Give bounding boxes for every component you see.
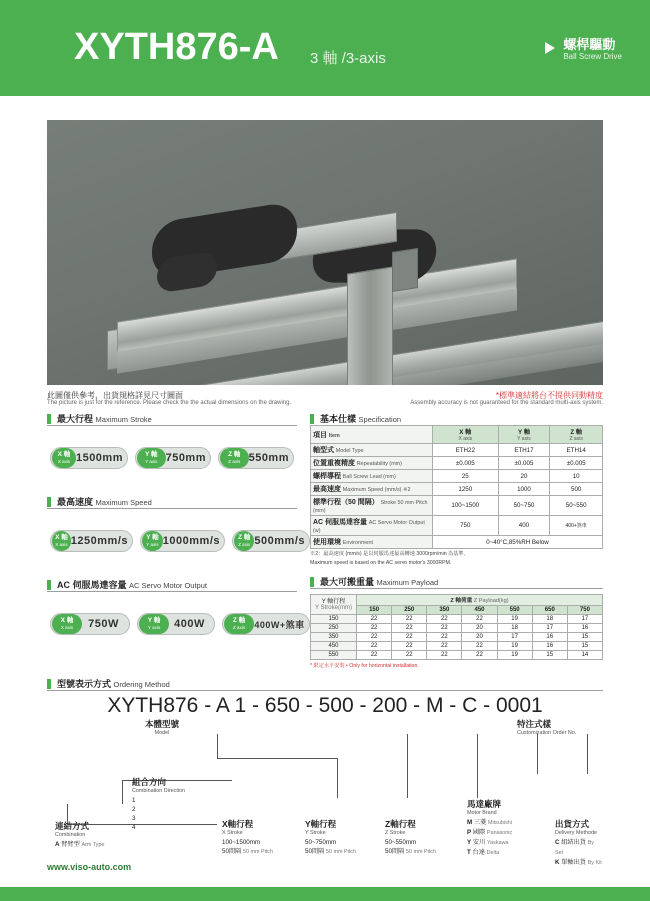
specification-table-wrap	[310, 425, 603, 567]
payload-note: * 限定水平安裝 • Only for horizontal installation.	[310, 663, 419, 669]
section-motor-output-cn: AC 伺服馬達容量	[57, 580, 127, 590]
legend-delivery-method: 出貨方式 Delivery Methode C 組結出貨 By Set K 單軸出貨 By Kit	[555, 819, 602, 866]
max-speed-x-value: 1250mm/s	[70, 535, 128, 547]
payload-table-wrap	[310, 594, 603, 669]
drive-type-label-cn: 螺桿驅動	[563, 37, 616, 52]
legend-z-stroke: Z軸行程 Z Stroke 50~550mm 50間隔 50 mm Pitch	[385, 819, 436, 855]
max-stroke-y	[135, 447, 211, 469]
table-row: 350 22 22 22 20 17 16 15	[311, 633, 603, 642]
spec-note-2: Maximum speed is based on the AC servo motor's 3000RPM.	[310, 560, 452, 566]
section-max-stroke-en: Maximum Stroke	[95, 415, 152, 424]
section-max-speed-cn: 最高速度	[57, 497, 94, 507]
table-header-row	[311, 595, 603, 606]
assembly-note-en: Assembly accuracy is not guaranteed for the standard multi-axis system.	[410, 400, 603, 406]
table-header-row	[311, 426, 603, 444]
axis-badge-x: X 軸 X axis	[52, 614, 82, 634]
play-triangle-icon	[545, 42, 555, 54]
motor-output-y	[137, 613, 215, 635]
legend-combination-direction: 組合方向 Combination Direction 1 2 3 4	[132, 777, 186, 831]
axis-badge-z: Z 軸 Z axis	[234, 531, 254, 551]
assembly-note-cn: *標準適結將台不提供同動精度	[495, 391, 603, 400]
motor-output-y-value: 400W	[174, 618, 205, 630]
table-row: 使用環境 Environment 0~40°C,85%RH Below	[311, 536, 603, 549]
legend-motor-brand: 馬達廠牌 Motor Brand M 三菱 Mitsubishi P 國際 Panasonic Y 安川 Yaskawa T 台達 Delta	[467, 799, 513, 856]
axis-badge-x: X 軸 X axis	[52, 448, 76, 468]
legend-combination: 連結方式 Combination A 臂臂型 Arm Type	[55, 821, 105, 848]
max-stroke-x-value: 1500mm	[75, 452, 123, 464]
max-speed-y	[140, 530, 225, 552]
section-payload-cn: 最大可搬重量	[320, 577, 375, 587]
spec-col-z: Z 軸 Z axis	[550, 426, 603, 444]
section-motor-output	[47, 578, 207, 592]
max-speed-z	[232, 530, 310, 552]
table-row: 550 22 22 22 22 19 15 14	[311, 651, 603, 660]
section-spec-en: Specification	[358, 415, 402, 424]
spec-col-item: 項目 Item	[311, 426, 433, 444]
ordering-diagram	[47, 672, 603, 866]
drive-type-badge	[563, 38, 622, 62]
legend-body-model: 本體型號 Model	[145, 719, 180, 736]
legend-customization: 特注式樣 Customization Order No.	[517, 719, 577, 736]
section-motor-output-en: AC Servo Motor Output	[129, 581, 207, 590]
section-max-stroke-cn: 最大行程	[57, 414, 94, 424]
axis-badge-z: Z 軸 Z axis	[220, 448, 249, 468]
page-title: XYTH876-A	[74, 26, 279, 68]
max-stroke-z-value: 550mm	[248, 452, 289, 464]
specification-table	[310, 425, 603, 549]
max-speed-x	[50, 530, 133, 552]
table-row: 螺桿導程 Ball Screw Lead (mm) 25 20 10	[311, 470, 603, 483]
table-row: 最高速度 Maximum Speed (mm/s) ※2 1250 1000 500	[311, 483, 603, 496]
footer-website[interactable]: www.viso-auto.com	[47, 862, 132, 872]
axis-badge-y: Y 軸 Y axis	[142, 531, 163, 551]
section-payload-en: Maximum Payload	[376, 578, 439, 587]
section-ordering-cn: 型號表示方式	[57, 679, 112, 689]
table-row: AC 伺服馬達容量 AC Servo Motor Output (w) 750 400 400+煞車	[311, 516, 603, 536]
section-max-speed-en: Maximum Speed	[95, 498, 152, 507]
max-speed-z-value: 500mm/s	[254, 535, 305, 547]
payload-top-header: Z 軸荷重 Z Payload(kg)	[357, 595, 603, 606]
max-stroke-x	[50, 447, 128, 469]
section-payload	[310, 575, 438, 589]
spec-col-x: X 軸 X axis	[433, 426, 499, 444]
legend-y-stroke: Y軸行程 Y Stroke 50~750mm 50間隔 50 mm Pitch	[305, 819, 356, 855]
table-row: 標準行程（50 間隔） Stroke 50 mm Pitch (mm) 100~1500 50~750 50~550	[311, 496, 603, 516]
page-subtitle: 3 軸 /3-axis	[310, 50, 386, 67]
payload-table	[310, 594, 603, 660]
spec-col-y: Y 軸 Y axis	[498, 426, 550, 444]
table-row: 450 22 22 22 22 19 16 15	[311, 642, 603, 651]
section-specification	[310, 412, 401, 426]
max-stroke-z	[218, 447, 294, 469]
motor-output-x-value: 750W	[88, 618, 119, 630]
section-max-speed	[47, 495, 152, 509]
max-stroke-y-value: 750mm	[165, 452, 206, 464]
payload-corner-cell: Y 軸行程 Y Stroke(mm)	[311, 595, 357, 615]
legend-x-stroke: X軸行程 X Stroke 100~1500mm 50間隔 50 mm Pitch	[222, 819, 273, 855]
footer-bar	[0, 887, 650, 901]
page-header	[0, 0, 650, 96]
motor-output-x	[50, 613, 130, 635]
max-speed-y-value: 1000mm/s	[162, 535, 220, 547]
table-row: 軸型式 Model Type ETH22 ETH17 ETH14	[311, 444, 603, 457]
axis-badge-x: X 軸 X axis	[52, 531, 71, 551]
table-row: 150 22 22 22 22 19 18 17	[311, 615, 603, 624]
section-ordering-en: Ordering Method	[113, 680, 170, 689]
axis-badge-z: Z 軸 Z axis	[224, 614, 254, 634]
motor-output-z-value: 400W+煞車	[254, 619, 305, 630]
axis-badge-y: Y 軸 Y axis	[139, 614, 169, 634]
section-spec-cn: 基本仕樣	[320, 414, 357, 424]
ordering-code: XYTH876 - A 1 - 650 - 500 - 200 - M - C - 0001	[107, 694, 543, 717]
motor-output-z	[222, 613, 310, 635]
spec-note-1: ※2：最高速度 (mm/s) 是以伺服馬達最高轉速 3000rpm/min 為基準。	[310, 551, 469, 557]
product-photo	[47, 120, 603, 385]
axis-badge-y: Y 軸 Y axis	[137, 448, 166, 468]
table-header-row: 150 250 350 450 550 650 750	[311, 606, 603, 615]
section-max-stroke	[47, 412, 152, 426]
image-caption-en: The picture is just for the reference. Please check the the actual dimensions on the drawing.	[47, 400, 292, 406]
table-row: 位置重複精度 Repeatability (mm) ±0.005 ±0.005 ±0.005	[311, 457, 603, 470]
table-row: 250 22 22 22 20 18 17 16	[311, 624, 603, 633]
drive-type-label-en: Ball Screw Drive	[563, 52, 622, 61]
image-caption-cn: 此圖僅供參考，出貨規格詳見尺寸圖面	[47, 391, 183, 400]
